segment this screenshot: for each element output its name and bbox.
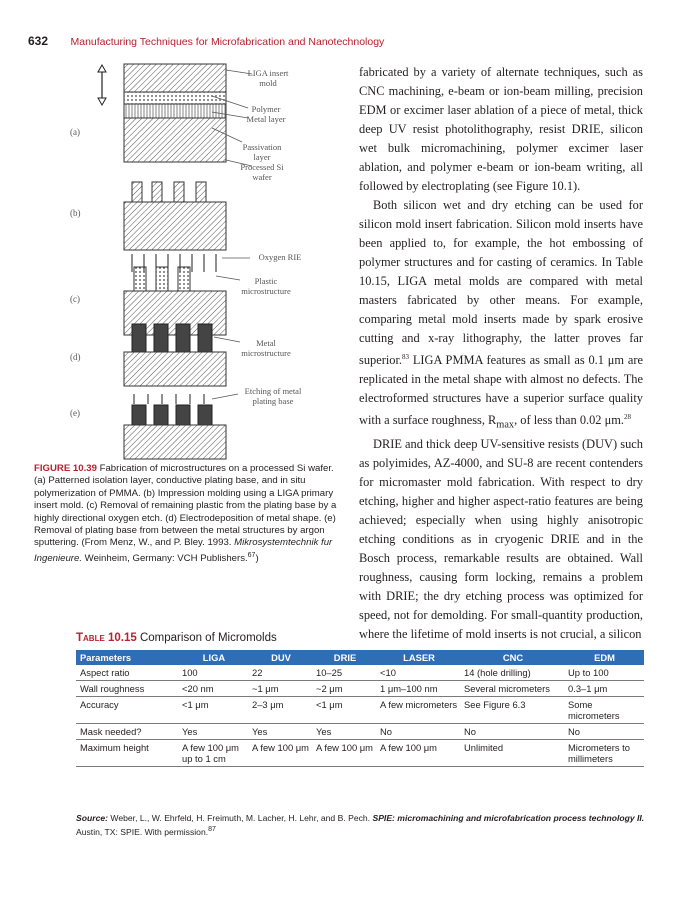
source-label: Source: xyxy=(76,813,108,823)
caption-close: ) xyxy=(255,553,259,565)
caption-text: Fabrication of microstructures on a processed Si wafer. (a) Patterned isolation layer, conductive plating base, and in situ polymerization of PMMA. (b) Impression molding using a LIGA primary insert mold. (c) Removal of remaining plastic from the plating base by a highly directional oxygen etch. (d) Electrodeposition of metal shape. (e) Removal of plating base from between the metal structures by argon sputtering. (From Menz, W., and P. Bley. 1993. xyxy=(34,463,337,549)
table-cell: Unlimited xyxy=(461,740,565,767)
caption-ref: 67 xyxy=(247,551,256,559)
table-cell: A few 100 μm xyxy=(313,740,377,767)
page-number: 632 xyxy=(28,34,49,48)
table-cell: See Figure 6.3 xyxy=(461,697,565,724)
panel-label-c: (c) xyxy=(70,294,80,304)
col-header: DUV xyxy=(249,650,313,665)
table-label: Table 10.15 xyxy=(76,632,137,644)
label-processed-si: Processed Si wafer xyxy=(240,162,284,182)
caption-end: Weinheim, Germany: VCH Publishers. xyxy=(82,553,248,565)
col-header: EDM xyxy=(565,650,644,665)
table-cell: No xyxy=(377,724,461,740)
panel-a-drawing xyxy=(124,64,226,162)
figure-10-39 xyxy=(62,62,330,462)
panel-label-b: (b) xyxy=(70,208,81,218)
table-cell: ~1 μm xyxy=(249,681,313,697)
table-row xyxy=(76,665,644,681)
table-title: Comparison of Micromolds xyxy=(139,632,277,644)
table-cell: <1 μm xyxy=(313,697,377,724)
table-cell: 2–3 μm xyxy=(249,697,313,724)
table-cell: Mask needed? xyxy=(76,724,179,740)
table-cell: <1 μm xyxy=(179,697,249,724)
ref-83: 83 xyxy=(402,353,410,361)
table-cell: Some micrometers xyxy=(565,697,644,724)
table-row xyxy=(76,740,644,767)
panel-label-d: (d) xyxy=(70,352,81,362)
table-cell: Micrometers to millimeters xyxy=(565,740,644,767)
table-cell: Yes xyxy=(249,724,313,740)
table-cell: No xyxy=(461,724,565,740)
col-header: DRIE xyxy=(313,650,377,665)
paragraph-2b: LIGA PMMA features as small as 0.1 μm are replicated in the metal shape with almost no defects. The electroformed structures have a superior surface quality with a surface roughness, R xyxy=(359,353,643,428)
label-polymer-metal: Polymer Metal layer xyxy=(246,104,286,124)
paragraph-2c: , of less than 0.02 μm. xyxy=(514,413,624,428)
table-cell: Yes xyxy=(179,724,249,740)
table-cell: 14 (hole drilling) xyxy=(461,665,565,681)
table-row xyxy=(76,724,644,740)
table-cell: Aspect ratio xyxy=(76,665,179,681)
page-header xyxy=(28,32,384,50)
table-cell: A few 100 μm up to 1 cm xyxy=(179,740,249,767)
table-header-row xyxy=(76,650,644,665)
label-metal: Metal microstructure xyxy=(241,338,291,358)
table-cell: A few 100 μm xyxy=(249,740,313,767)
double-arrow-icon xyxy=(98,65,106,105)
table-cell: Maximum height xyxy=(76,740,179,767)
source-italic: SPIE: micromachining and microfabrication process technology II. xyxy=(372,813,645,823)
table-cell: <10 xyxy=(377,665,461,681)
table-cell: Yes xyxy=(313,724,377,740)
label-passivation: Passivation layer xyxy=(242,142,282,162)
body-text xyxy=(359,63,643,644)
table-cell: A few 100 μm xyxy=(377,740,461,767)
label-plastic: Plastic microstructure xyxy=(241,276,291,296)
paragraph-3: DRIE and thick deep UV-sensitive resists (DUV) such as polyimides, AZ-4000, and SU-8 are recent contenders for micromaster mold fabrication. With respect to dry etching, higher and higher aspect-ratio features are being achieved; especially when using highly anisotropic etching conditions as in cryogenic DRIE and in the Bosch process, remarkable results are obtained. Wall roughness, causing form locking, remains a problem with DRIE; the dry etching process was optimized for speed, not for demolding. For small-quantity production, where the lifetime of mold inserts is not crucial, a silicon xyxy=(359,436,643,641)
running-title: Manufacturing Techniques for Microfabrication and Nanotechnology xyxy=(70,36,385,48)
table-cell: Accuracy xyxy=(76,697,179,724)
col-header: LASER xyxy=(377,650,461,665)
table-source xyxy=(76,813,646,838)
table-cell: 100 xyxy=(179,665,249,681)
table-cell: 10–25 xyxy=(313,665,377,681)
label-etching: Etching of metal plating base xyxy=(244,386,302,406)
paragraph-2 xyxy=(359,196,643,435)
rmax-subscript: max xyxy=(496,419,515,431)
table-row xyxy=(76,697,644,724)
source-ref: 87 xyxy=(208,826,216,833)
figure-caption xyxy=(34,463,346,565)
panel-label-a: (a) xyxy=(70,127,80,137)
label-oxygen-rie: Oxygen RIE xyxy=(258,252,302,262)
table-caption xyxy=(76,632,277,644)
source-text: Weber, L., W. Ehrfeld, H. Freimuth, M. Lacher, H. Lehr, and B. Pech. xyxy=(110,813,373,823)
table-cell: Several micrometers xyxy=(461,681,565,697)
table-cell: ~2 μm xyxy=(313,681,377,697)
paragraph-2a: Both silicon wet and dry etching can be used for silicon mold insert fabrication. Silicon mold inserts have been applied to, for example, the hot embossing of polymer structures and for casting of ceramics. In Table 10.15, LIGA metal molds are compared with metal masters fabricated by other means. For example, comparing metal mold inserts made by spark erosive cutting and x-ray lithography, the latter proves far superior. xyxy=(359,198,643,368)
ref-28: 28 xyxy=(623,413,631,422)
panel-label-e: (e) xyxy=(70,408,80,418)
panel-e-drawing xyxy=(124,394,226,459)
table-cell: <20 nm xyxy=(179,681,249,697)
table-cell: Wall roughness xyxy=(76,681,179,697)
table-row xyxy=(76,681,644,697)
col-header: CNC xyxy=(461,650,565,665)
table-cell: A few micrometers xyxy=(377,697,461,724)
table-cell: 0.3–1 μm xyxy=(565,681,644,697)
panel-b-drawing xyxy=(124,182,226,250)
micromolds-table xyxy=(76,650,644,767)
source-end: Austin, TX: SPIE. With permission. xyxy=(76,826,209,837)
caption-italic: Mikrosystemtechnik fur Ingenieure. xyxy=(34,537,333,565)
table-cell: Up to 100 xyxy=(565,665,644,681)
table-cell: No xyxy=(565,724,644,740)
paragraph-1: fabricated by a variety of alternate techniques, such as CNC machining, e-beam or ion-beam milling, precision EDM or excimer laser ablation of a piece of metal, thick deep UV resist photolithography, resist DRIE, silicon wet bulk micromachining, polymer excimer laser ablation, and polymer e-beam or ion-beam writing, all followed by electroplating (see Figure 10.1). xyxy=(359,65,643,193)
col-header: LIGA xyxy=(179,650,249,665)
caption-label: FIGURE 10.39 xyxy=(34,463,97,474)
panel-c-drawing xyxy=(124,254,226,335)
table-cell: 22 xyxy=(249,665,313,681)
label-liga-insert: LIGA insert mold xyxy=(247,68,289,88)
table-cell: 1 μm–100 nm xyxy=(377,681,461,697)
col-header: Parameters xyxy=(76,650,179,665)
